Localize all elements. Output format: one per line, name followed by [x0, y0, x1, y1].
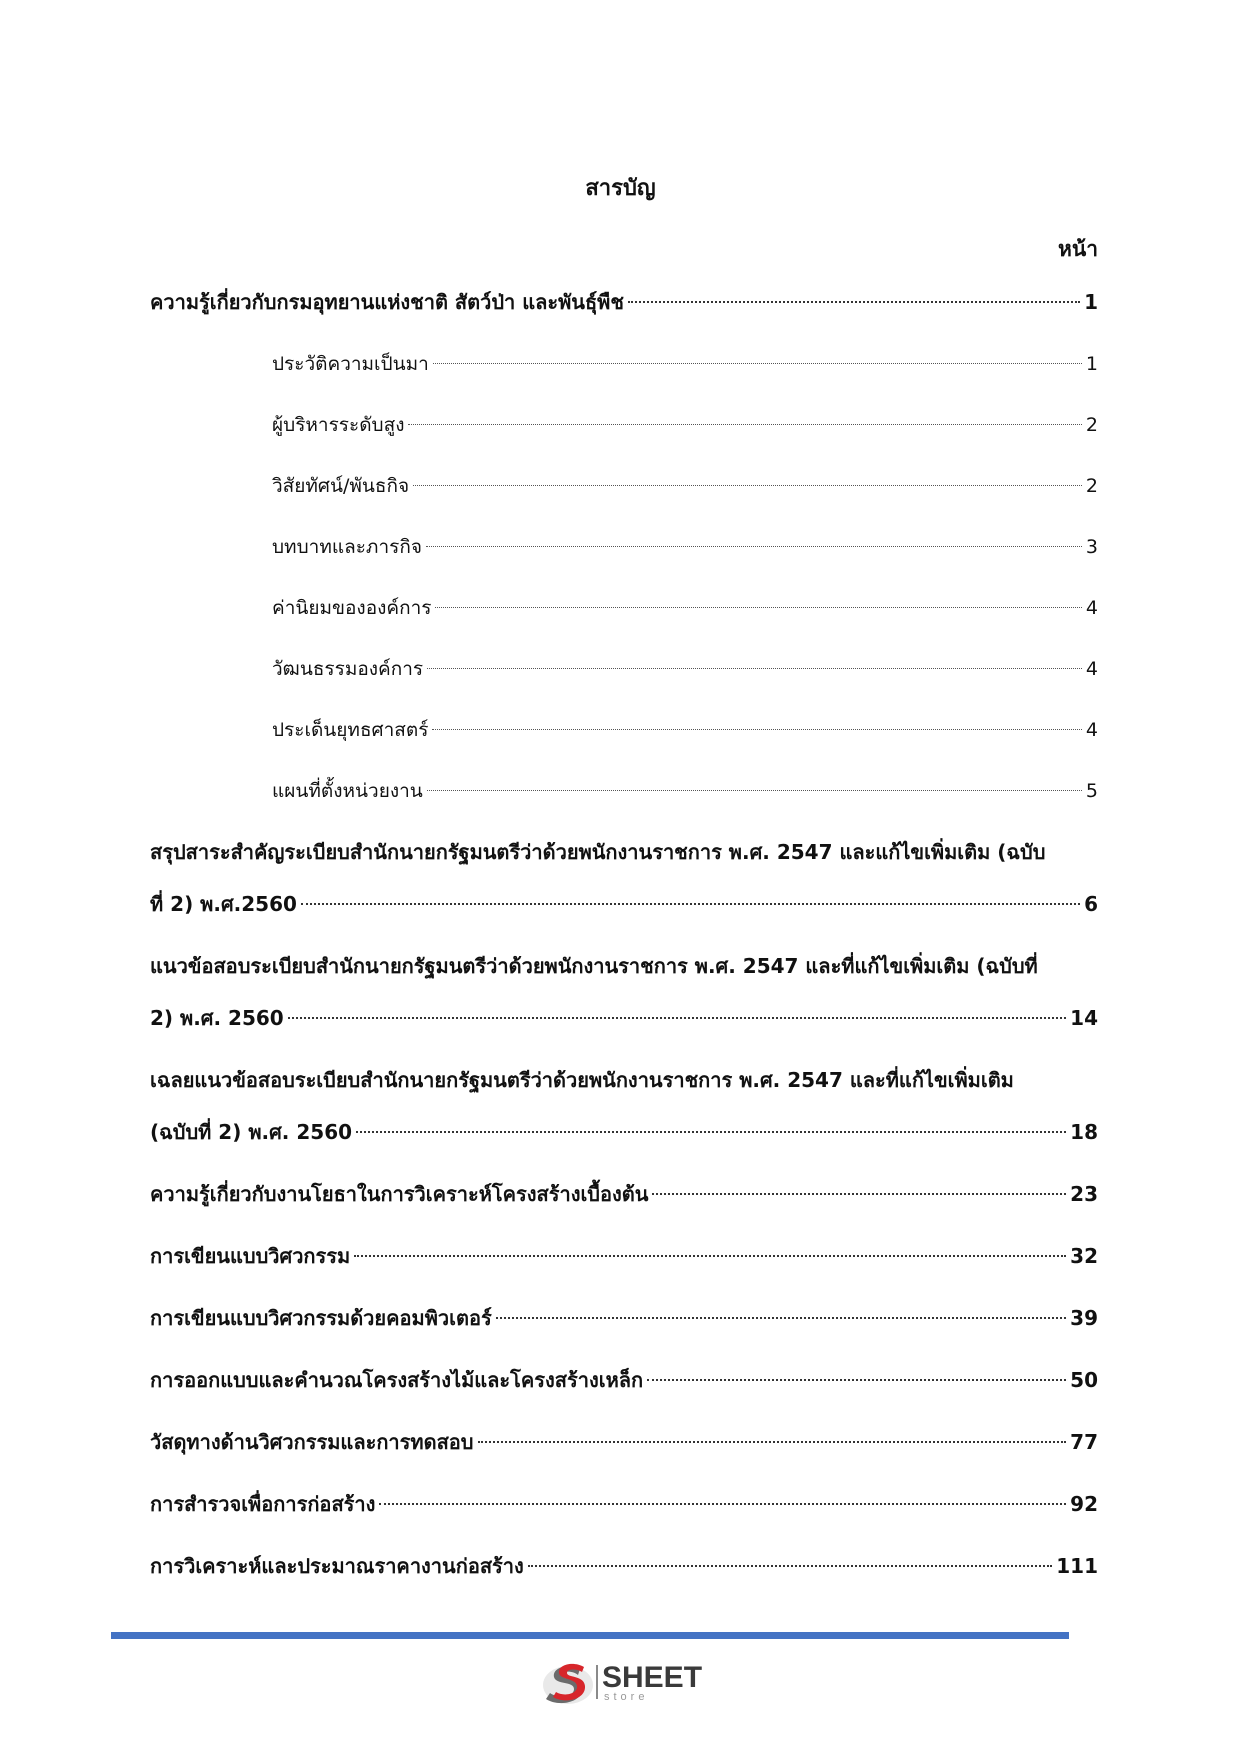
toc-main-entry[interactable]	[150, 1428, 1098, 1456]
toc-entry-title: การเขียนแบบวิศวกรรมด้วยคอมพิวเตอร์	[150, 1306, 492, 1330]
toc-page-number: 3	[1085, 536, 1098, 558]
logo-divider	[596, 1665, 598, 1699]
toc-entry-title: แผนที่ตั้งหน่วยงาน	[272, 780, 423, 802]
toc-entry-row	[272, 777, 1098, 805]
toc-entry-title: ความรู้เกี่ยวกับงานโยธาในการวิเคราะห์โครงสร้างเบื้องต้น	[150, 1182, 649, 1206]
toc-sub-entry[interactable]	[150, 533, 1098, 561]
toc-entry-title: การสำรวจเพื่อการก่อสร้าง	[150, 1492, 376, 1516]
logo-wordmark: SHEET	[602, 1661, 703, 1694]
toc-page-number: 4	[1085, 658, 1098, 680]
toc-entry-row	[150, 1004, 1098, 1032]
toc-page-number: 32	[1070, 1244, 1098, 1268]
toc-dot-leader	[496, 1317, 1066, 1319]
toc-dot-leader	[413, 485, 1082, 486]
toc-entry-title: วัสดุทางด้านวิศวกรรมและการทดสอบ	[150, 1430, 474, 1454]
toc-page-number: 1	[1084, 290, 1098, 314]
toc-entry-title-line1: เฉลยแนวข้อสอบระเบียบสำนักนายกรัฐมนตรีว่าด้วยพนักงานราชการ พ.ศ. 2547 และที่แก้ไขเพิ่มเติม	[150, 1068, 1014, 1092]
toc-entry-row	[150, 1366, 1098, 1394]
toc-page-number: 1	[1085, 353, 1098, 375]
footer-divider	[111, 1632, 1069, 1639]
toc-sub-entry[interactable]	[150, 594, 1098, 622]
toc-entry-title-line1: แนวข้อสอบระเบียบสำนักนายกรัฐมนตรีว่าด้วยพนักงานราชการ พ.ศ. 2547 และที่แก้ไขเพิ่มเติม (ฉบับที่	[150, 954, 1038, 978]
toc-entry-row	[272, 594, 1098, 622]
page-number-column-header: หน้า	[1058, 237, 1098, 261]
toc-entry-title: (ฉบับที่ 2) พ.ศ. 2560	[150, 1120, 353, 1144]
toc-entry-row	[150, 1428, 1098, 1456]
toc-dot-leader	[433, 363, 1082, 364]
sheet-store-logo	[540, 1659, 710, 1707]
toc-main-entry[interactable]	[150, 1066, 1098, 1146]
toc-entry-title: ประวัติความเป็นมา	[272, 353, 429, 375]
toc-entry-title: วิสัยทัศน์/พันธกิจ	[272, 475, 410, 497]
toc-dot-leader	[301, 903, 1080, 905]
toc-entry-row	[150, 288, 1098, 316]
page-title: สารบัญ	[585, 176, 656, 201]
toc-entry-title: ผู้บริหารระดับสูง	[272, 414, 405, 436]
toc-entry-row	[150, 890, 1098, 918]
toc-entry-title: การเขียนแบบวิศวกรรม	[150, 1244, 351, 1268]
toc-dot-leader	[426, 546, 1082, 547]
toc-entry-row	[272, 411, 1098, 439]
toc-page-number: 14	[1070, 1006, 1098, 1030]
toc-entry-row	[150, 1304, 1098, 1332]
toc-dot-leader	[432, 729, 1081, 730]
toc-dot-leader	[435, 607, 1081, 608]
toc-page-number: 2	[1085, 414, 1098, 436]
toc-dot-leader	[478, 1441, 1067, 1443]
toc-dot-leader	[288, 1017, 1066, 1019]
toc-entry-row	[150, 1242, 1098, 1270]
toc-dot-leader	[427, 668, 1082, 669]
toc-main-entry[interactable]	[150, 1242, 1098, 1270]
toc-main-entry[interactable]	[150, 1490, 1098, 1518]
toc-page-number: 39	[1070, 1306, 1098, 1330]
toc-main-entry[interactable]	[150, 1552, 1098, 1580]
toc-entry-row	[272, 716, 1098, 744]
toc-page-number: 4	[1085, 597, 1098, 619]
toc-entry-row	[150, 1118, 1098, 1146]
toc-page-number: 2	[1085, 475, 1098, 497]
toc-entry-title: บทบาทและภารกิจ	[272, 536, 422, 558]
toc-dot-leader	[652, 1193, 1066, 1195]
toc-entry-title-line1: สรุปสาระสำคัญระเบียบสำนักนายกรัฐมนตรีว่าด้วยพนักงานราชการ พ.ศ. 2547 และแก้ไขเพิ่มเติม (ฉบับ	[150, 840, 1046, 864]
toc-main-entry[interactable]	[150, 1366, 1098, 1394]
toc-page-number: 77	[1070, 1430, 1098, 1454]
toc-main-entry[interactable]	[150, 952, 1098, 1032]
toc-entry-row	[272, 655, 1098, 683]
toc-page-number: 111	[1056, 1554, 1098, 1578]
toc-dot-leader	[647, 1379, 1066, 1381]
toc-entry-title: 2) พ.ศ. 2560	[150, 1006, 284, 1030]
toc-entry-title: วัฒนธรรมองค์การ	[272, 658, 424, 680]
toc-dot-leader	[628, 301, 1080, 303]
toc-entry-title: การวิเคราะห์และประมาณราคางานก่อสร้าง	[150, 1554, 524, 1578]
toc-dot-leader	[379, 1503, 1066, 1505]
toc-entry-row	[272, 350, 1098, 378]
toc-entry-title: ที่ 2) พ.ศ.2560	[150, 892, 297, 916]
toc-main-entry[interactable]	[150, 838, 1098, 918]
toc-entry-row	[272, 533, 1098, 561]
toc-dot-leader	[356, 1131, 1066, 1133]
toc-entry-title: ประเด็นยุทธศาสตร์	[272, 719, 429, 741]
logo-subtext: store	[604, 1691, 649, 1703]
toc-sub-entry[interactable]	[150, 655, 1098, 683]
toc-page-number: 18	[1070, 1120, 1098, 1144]
toc-main-entry[interactable]	[150, 1180, 1098, 1208]
toc-page-number: 5	[1085, 780, 1098, 802]
toc-sub-entry[interactable]	[150, 716, 1098, 744]
toc-entry-row	[150, 1180, 1098, 1208]
toc-sub-entry[interactable]	[150, 777, 1098, 805]
toc-entry-row	[150, 1490, 1098, 1518]
toc-sub-entry[interactable]	[150, 411, 1098, 439]
toc-entry-title: ค่านิยมขององค์การ	[272, 597, 432, 619]
toc-page-number: 92	[1070, 1492, 1098, 1516]
toc-page-number: 6	[1084, 892, 1098, 916]
toc-entry-title: ความรู้เกี่ยวกับกรมอุทยานแห่งชาติ สัตว์ป่า และพันธุ์พืช	[150, 290, 624, 314]
toc-dot-leader	[354, 1255, 1066, 1257]
toc-sub-entry[interactable]	[150, 350, 1098, 378]
toc-page-number: 4	[1085, 719, 1098, 741]
toc-dot-leader	[528, 1565, 1052, 1567]
toc-dot-leader	[427, 790, 1082, 791]
toc-page-number: 50	[1070, 1368, 1098, 1392]
toc-entry-title: การออกแบบและคำนวณโครงสร้างไม้และโครงสร้างเหล็ก	[150, 1368, 644, 1392]
toc-main-entry[interactable]	[150, 288, 1098, 316]
toc-dot-leader	[408, 424, 1081, 425]
toc-entry-row	[150, 1552, 1098, 1580]
toc-entry-row	[272, 472, 1098, 500]
toc-page-number: 23	[1070, 1182, 1098, 1206]
sheet-store-emblem-icon	[540, 1659, 596, 1707]
toc-main-entry[interactable]	[150, 1304, 1098, 1332]
toc-sub-entry[interactable]	[150, 472, 1098, 500]
table-of-contents	[150, 288, 1098, 1614]
